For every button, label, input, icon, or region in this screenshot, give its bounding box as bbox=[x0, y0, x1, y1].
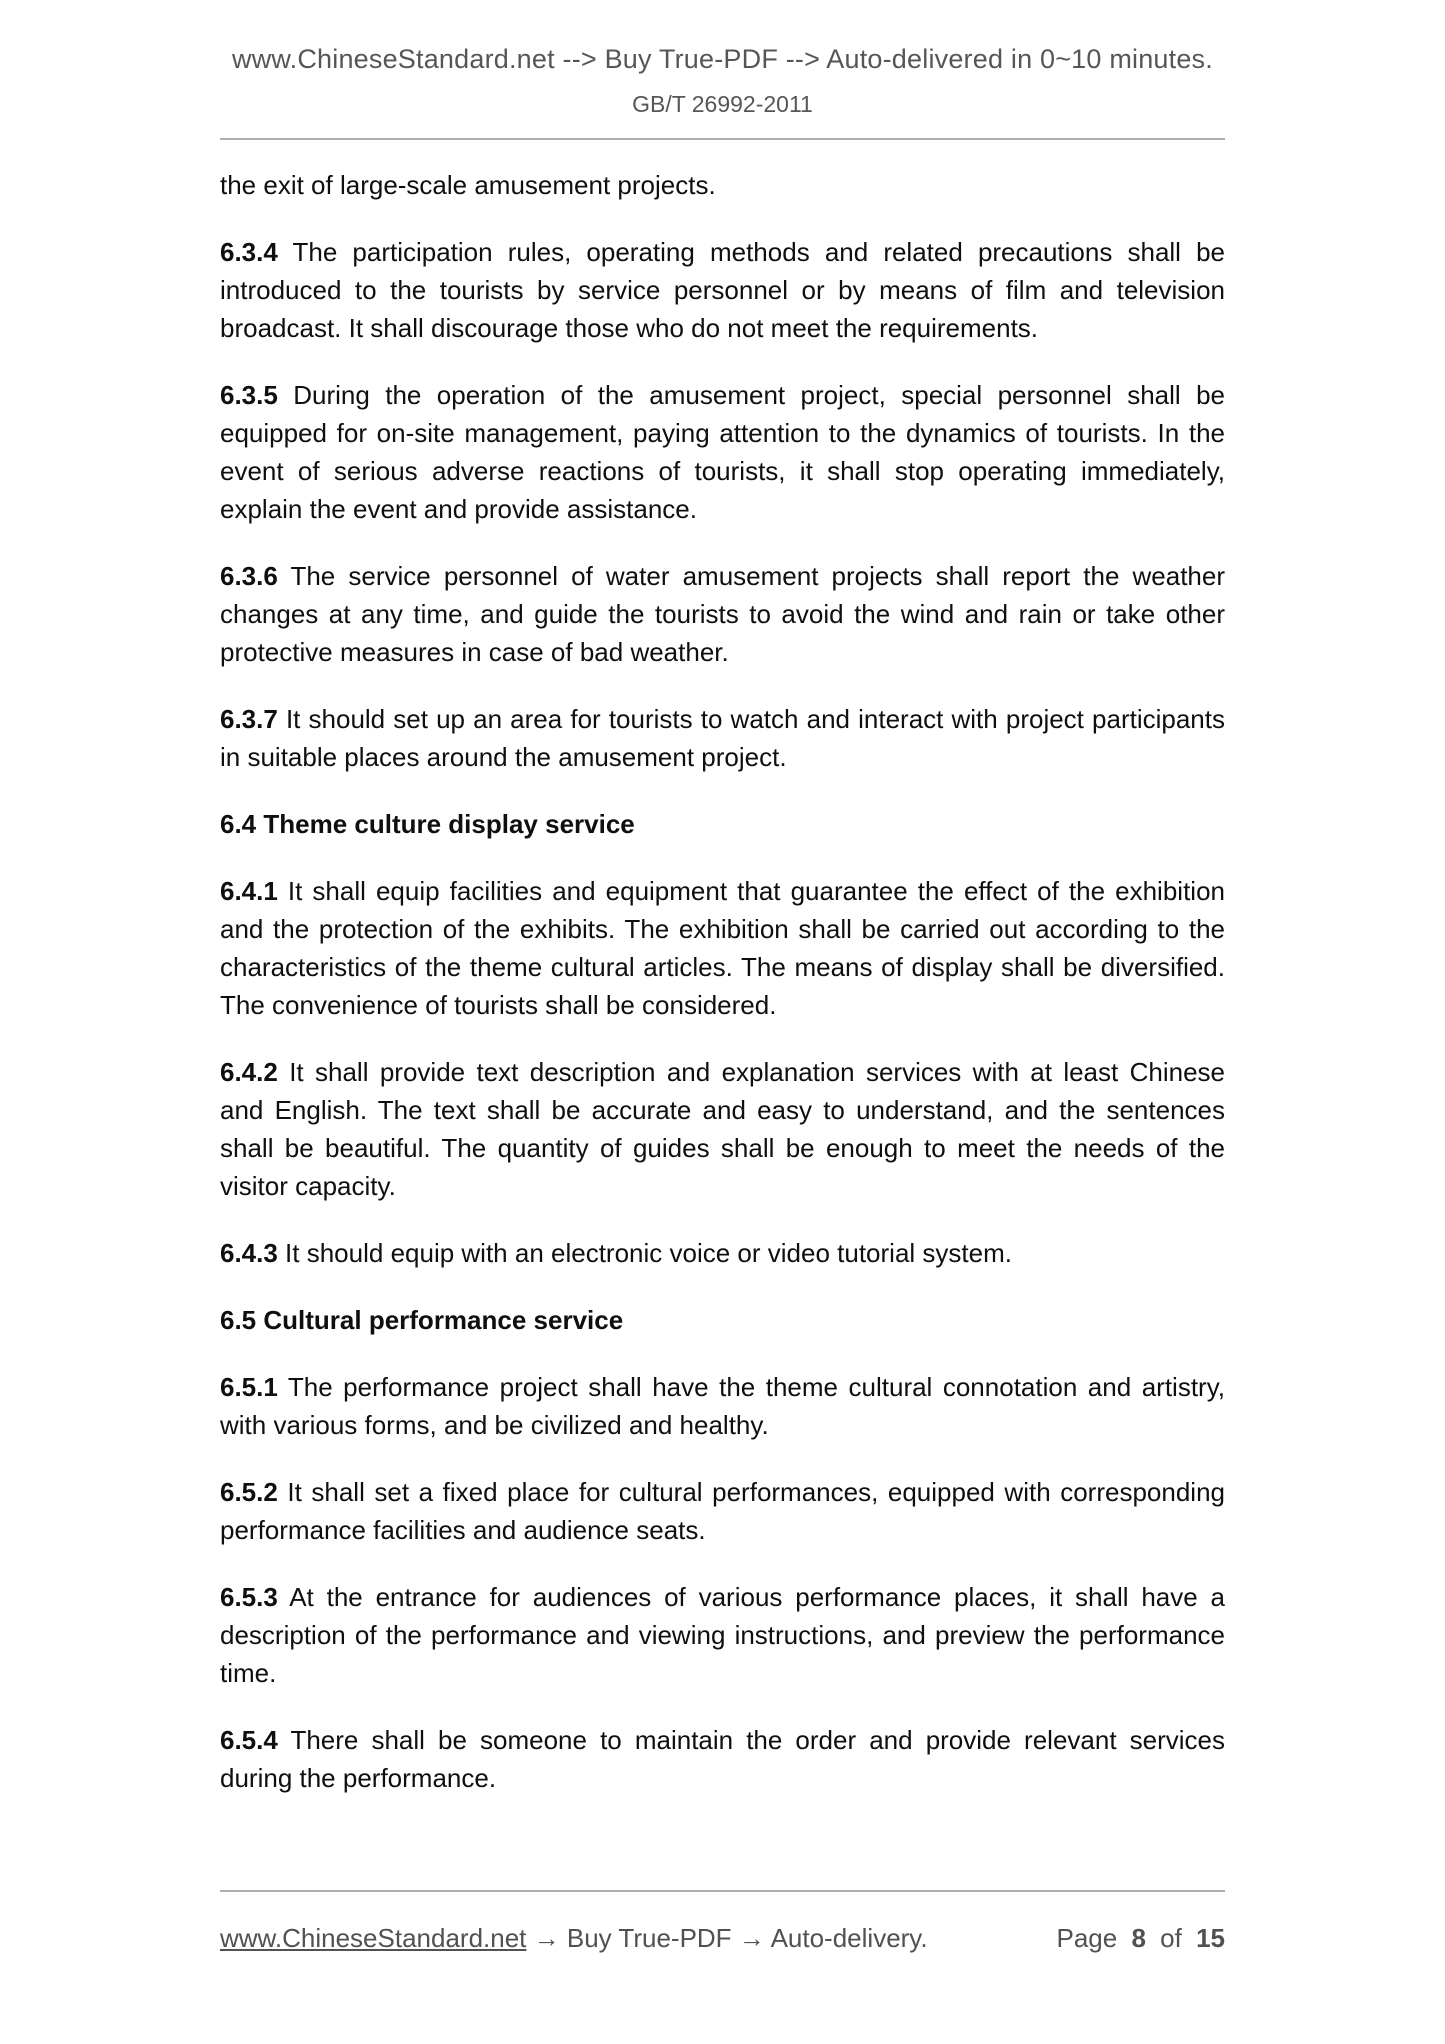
paragraph-text: The participation rules, operating methods and related precautions shall be introduced to the tourists by service personnel or by means of film and television broadcast. It shall discourage those who do not meet the requirements. bbox=[220, 237, 1225, 343]
paragraph-text: The service personnel of water amusement projects shall report the weather changes at any time, and guide the tourists to avoid the wind and rain or take other protective measures in case of bad weather. bbox=[220, 561, 1225, 667]
body-paragraph bbox=[220, 1234, 1225, 1272]
footer-row bbox=[220, 1922, 1225, 1954]
header-banner: www.ChineseStandard.net --> Buy True-PDF --> Auto-delivered in 0~10 minutes. bbox=[232, 44, 1213, 74]
of-label: of bbox=[1160, 1923, 1182, 1953]
current-page-number: 8 bbox=[1131, 1923, 1146, 1953]
body-paragraph bbox=[220, 872, 1225, 1024]
body-paragraph bbox=[220, 700, 1225, 776]
paragraph-text: During the operation of the amusement project, special personnel shall be equipped for on-site management, paying attention to the dynamics of tourists. In the event of serious adverse reactions of tourists, it shall stop operating immediately, explain the event and provide assistance. bbox=[220, 380, 1225, 524]
clause-number: 6.3.4 bbox=[220, 237, 278, 267]
clause-number: 6.4.1 bbox=[220, 876, 278, 906]
paragraph-text: It should equip with an electronic voice or video tutorial system. bbox=[277, 1238, 1012, 1268]
paragraph-text: There shall be someone to maintain the order and provide relevant services during the performance. bbox=[220, 1725, 1225, 1793]
body-paragraph bbox=[220, 1578, 1225, 1692]
footer-left bbox=[220, 1922, 928, 1954]
paragraph-text: It shall equip facilities and equipment that guarantee the effect of the exhibition and the protection of the exhibits. The exhibition shall be carried out according to the characteristics of the theme cultural articles. The means of display shall be diversified. The convenience of tourists shall be considered. bbox=[220, 876, 1225, 1020]
paragraph-text: the exit of large-scale amusement projects. bbox=[220, 170, 716, 200]
body-paragraph bbox=[220, 166, 1225, 204]
paragraph-text: It shall provide text description and explanation services with at least Chinese and English. The text shall be accurate and easy to understand, and the sentences shall be beautiful. The quantity of guides shall be enough to meet the needs of the visitor capacity. bbox=[220, 1057, 1225, 1201]
clause-number: 6.3.7 bbox=[220, 704, 278, 734]
clause-number: 6.4.2 bbox=[220, 1057, 278, 1087]
paragraph-text: It shall set a fixed place for cultural performances, equipped with corresponding performance facilities and audience seats. bbox=[220, 1477, 1225, 1545]
page-label: Page bbox=[1056, 1923, 1118, 1953]
body-paragraph bbox=[220, 376, 1225, 528]
clause-number: 6.3.6 bbox=[220, 561, 278, 591]
body-paragraph bbox=[220, 1301, 1225, 1339]
clause-number: 6.3.5 bbox=[220, 380, 278, 410]
header-divider bbox=[220, 138, 1225, 140]
footer-tagline: → Buy True-PDF → Auto-delivery. bbox=[526, 1923, 928, 1953]
footer-website-link[interactable]: www.ChineseStandard.net bbox=[220, 1923, 527, 1953]
clause-number: 6.4 Theme culture display service bbox=[220, 809, 635, 839]
body-paragraph bbox=[220, 805, 1225, 843]
body-paragraph bbox=[220, 1368, 1225, 1444]
page-footer bbox=[220, 1890, 1225, 1954]
paragraph-text: The performance project shall have the theme cultural connotation and artistry, with various forms, and be civilized and healthy. bbox=[220, 1372, 1225, 1440]
paragraph-text: It should set up an area for tourists to watch and interact with project participants in suitable places around the amusement project. bbox=[220, 704, 1225, 772]
standard-number: GB/T 26992-2011 bbox=[632, 91, 813, 117]
clause-number: 6.5.4 bbox=[220, 1725, 278, 1755]
footer-divider bbox=[220, 1890, 1225, 1892]
total-pages-number: 15 bbox=[1196, 1923, 1225, 1953]
page-indicator bbox=[1056, 1922, 1225, 1954]
body-paragraph bbox=[220, 1473, 1225, 1549]
body-paragraph bbox=[220, 233, 1225, 347]
body-paragraph bbox=[220, 1721, 1225, 1797]
clause-number: 6.5 Cultural performance service bbox=[220, 1305, 624, 1335]
clause-number: 6.5.3 bbox=[220, 1582, 278, 1612]
body-paragraph bbox=[220, 557, 1225, 671]
clause-number: 6.5.1 bbox=[220, 1372, 278, 1402]
paragraph-text: At the entrance for audiences of various performance places, it shall have a description of the performance and viewing instructions, and preview the performance time. bbox=[220, 1582, 1225, 1688]
clause-number: 6.4.3 bbox=[220, 1238, 278, 1268]
page-header bbox=[0, 0, 1445, 118]
document-body bbox=[220, 166, 1225, 1797]
body-paragraph bbox=[220, 1053, 1225, 1205]
clause-number: 6.5.2 bbox=[220, 1477, 278, 1507]
